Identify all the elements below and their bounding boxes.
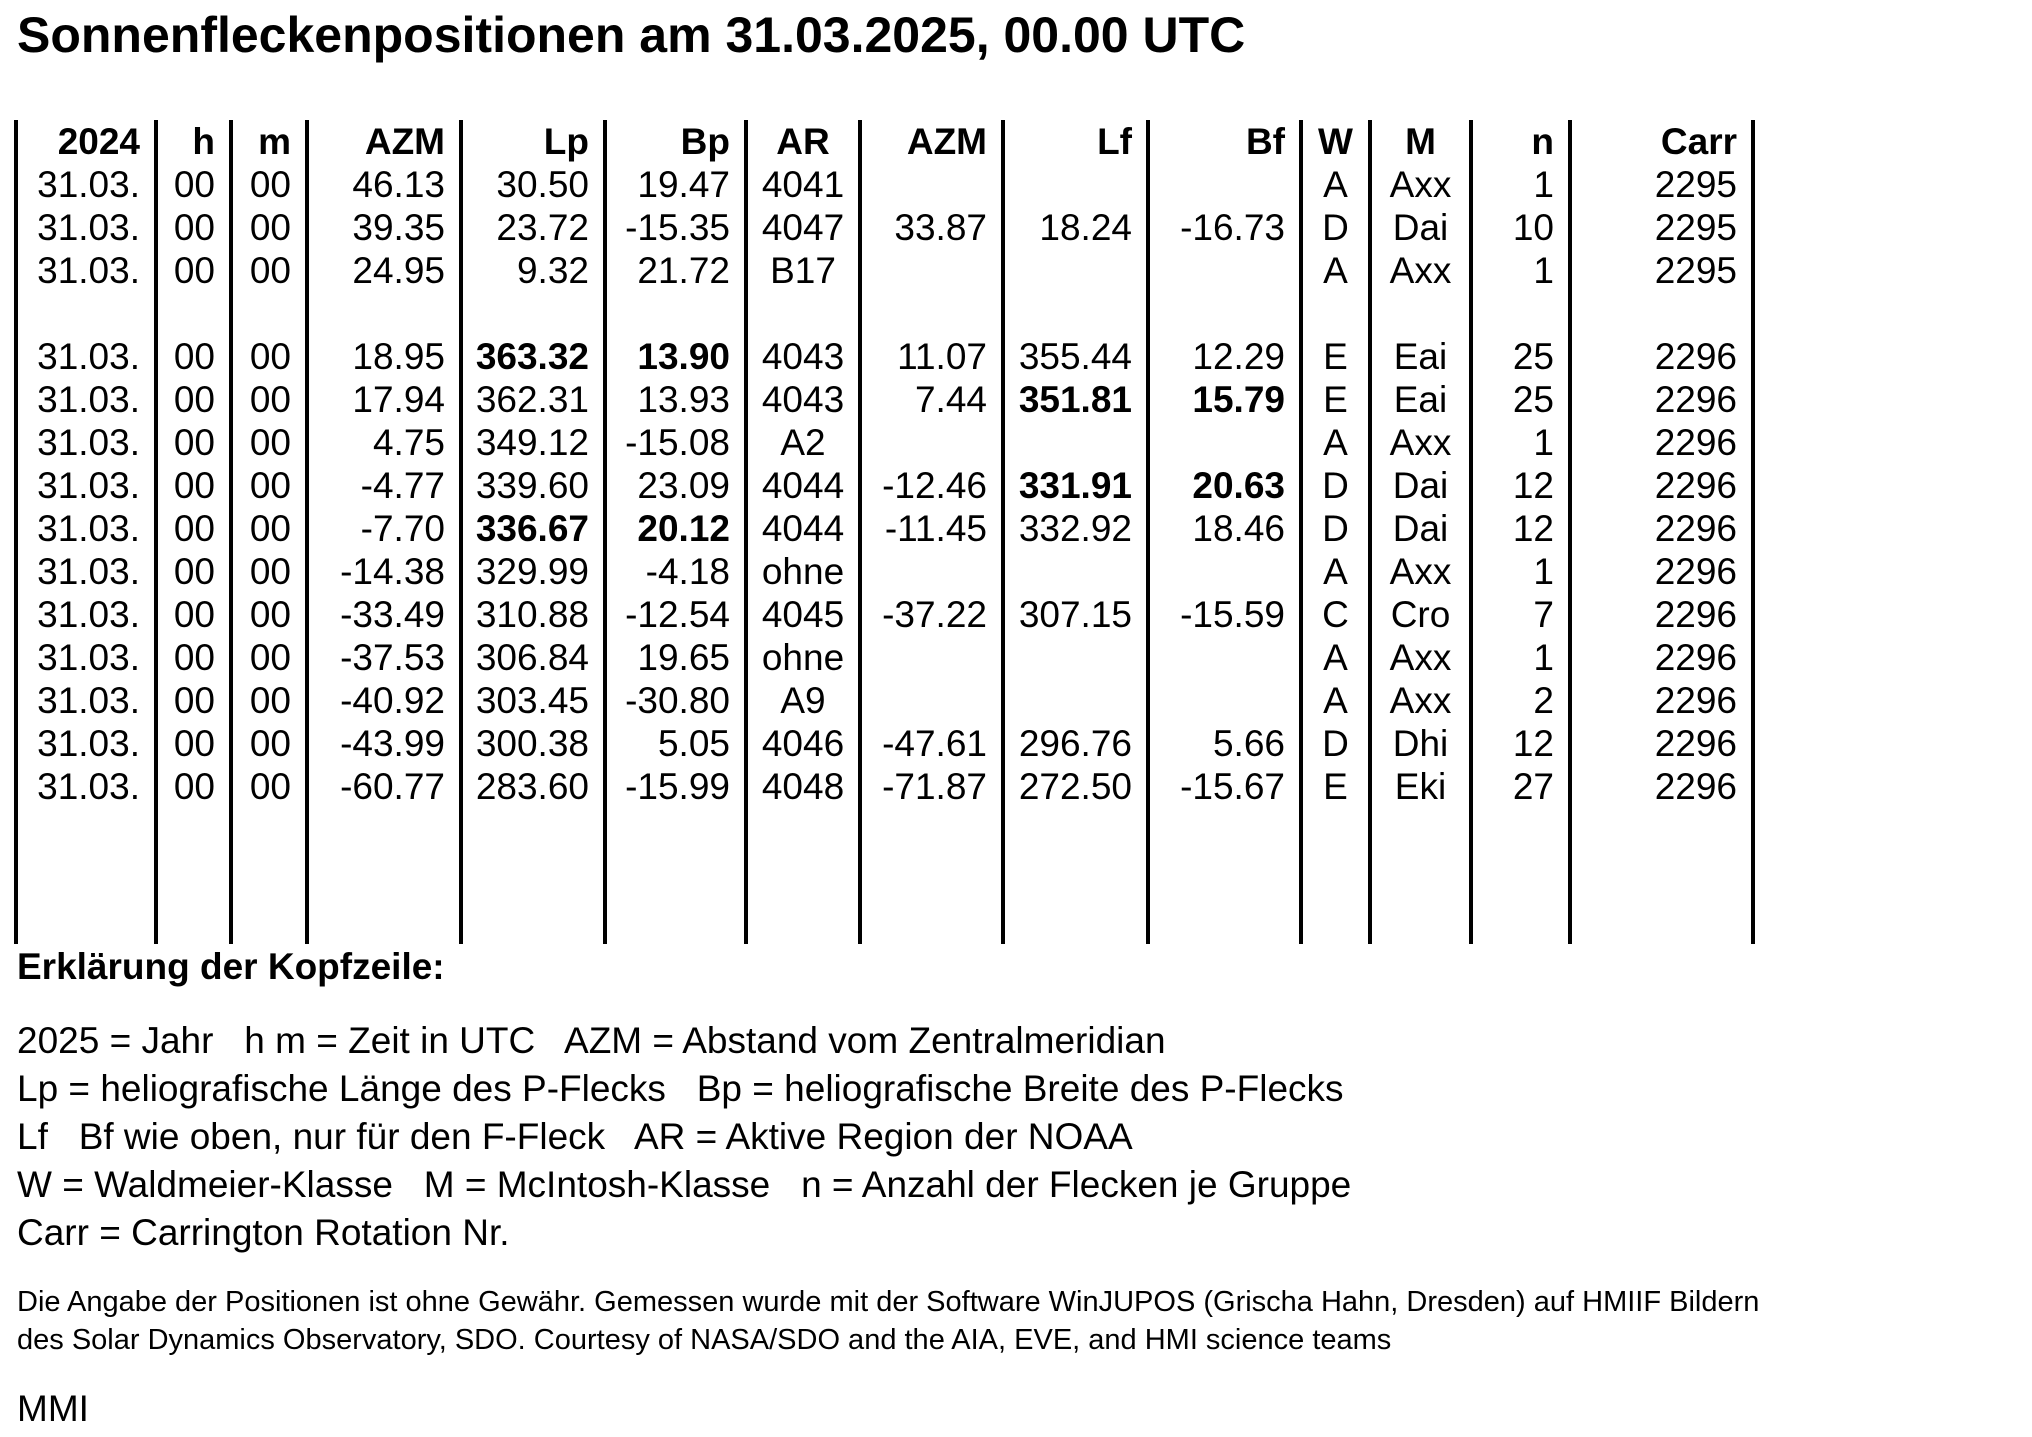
table-cell: 7 — [1533, 594, 1554, 635]
table-cell: 00 — [173, 250, 215, 291]
table-cell: 4.75 — [372, 422, 445, 463]
table-header-cell: AZM — [364, 121, 445, 162]
table-cell: -40.92 — [340, 680, 445, 721]
table-cell: 1 — [1533, 164, 1554, 205]
table-cell: 31.03. — [37, 594, 140, 635]
table-cell — [1150, 249, 1285, 292]
table-cell: 4043 — [761, 379, 845, 420]
table-cell: Cro — [1390, 594, 1451, 635]
disclaimer-line: des Solar Dynamics Observatory, SDO. Courtesy of NASA/SDO and the AIA, EVE, and HMI science teams — [17, 1324, 1392, 1356]
table-cell: 2295 — [1654, 250, 1737, 291]
legend-line: 2025 = Jahr h m = Zeit in UTC AZM = Abstand vom Zentralmeridian — [17, 1020, 1166, 1061]
table-cell: 33.87 — [894, 207, 987, 248]
table-cell: 1 — [1533, 637, 1554, 678]
table-cell: 31.03. — [37, 723, 140, 764]
table-cell: -16.73 — [1180, 207, 1285, 248]
table-cell: 18.46 — [1192, 508, 1285, 549]
table-cell: -11.45 — [884, 508, 987, 549]
table-cell: 18.24 — [1039, 207, 1132, 248]
table-header-cell: m — [258, 121, 291, 162]
table-cell: 13.90 — [637, 336, 730, 377]
table-cell: 10 — [1512, 207, 1554, 248]
table-cell: A — [1323, 422, 1348, 463]
table-header-cell: Carr — [1660, 121, 1737, 162]
table-cell: Eki — [1394, 766, 1447, 807]
table-cell: 5.05 — [657, 723, 730, 764]
table-cell: 2 — [1533, 680, 1554, 721]
table-cell — [1150, 550, 1285, 593]
table-header-cell: M — [1405, 121, 1436, 162]
table-cell: 2296 — [1654, 680, 1737, 721]
table-cell: 1 — [1533, 422, 1554, 463]
table-cell: 00 — [249, 336, 291, 377]
table-cell: 23.09 — [637, 465, 730, 506]
table-cell — [862, 550, 987, 593]
table-cell: ohne — [761, 637, 845, 678]
table-cell: 00 — [249, 508, 291, 549]
table-cell: 20.63 — [1192, 465, 1285, 506]
table-cell: A — [1323, 637, 1348, 678]
table-cell: -15.59 — [1180, 594, 1285, 635]
table-cell: -7.70 — [360, 508, 445, 549]
table-cell: 00 — [249, 250, 291, 291]
table-cell: 7.44 — [914, 379, 987, 420]
table-cell: 310.88 — [475, 594, 589, 635]
table-cell: -60.77 — [340, 766, 445, 807]
table-header-cell: n — [1531, 121, 1554, 162]
table-cell: -43.99 — [340, 723, 445, 764]
table-cell: -47.61 — [882, 723, 987, 764]
table-cell — [1150, 679, 1285, 722]
table-cell: 00 — [249, 422, 291, 463]
table-cell: Axx — [1389, 422, 1452, 463]
table-cell: -4.77 — [360, 465, 445, 506]
table-cell: 21.72 — [637, 250, 730, 291]
table-cell: 296.76 — [1018, 723, 1132, 764]
legend-line: W = Waldmeier-Klasse M = McIntosh-Klasse n = Anzahl der Flecken je Gruppe — [17, 1164, 1352, 1205]
table-cell: 1 — [1533, 250, 1554, 291]
table-cell: 2296 — [1654, 465, 1737, 506]
table-cell — [862, 249, 987, 292]
table-cell: 30.50 — [496, 164, 589, 205]
table-cell: Axx — [1389, 250, 1452, 291]
table-cell: 31.03. — [37, 207, 140, 248]
table-cell: 31.03. — [37, 250, 140, 291]
table-header-cell: W — [1318, 121, 1353, 162]
table-cell: 2296 — [1654, 336, 1737, 377]
table-cell: 2296 — [1654, 723, 1737, 764]
table-cell: 00 — [173, 422, 215, 463]
table-cell: 00 — [173, 336, 215, 377]
table-cell: 1 — [1533, 551, 1554, 592]
table-cell: 2296 — [1654, 379, 1737, 420]
table-header-cell: AR — [776, 121, 830, 162]
table-cell: -12.46 — [882, 465, 987, 506]
table-cell: Axx — [1389, 680, 1452, 721]
table-cell — [862, 163, 987, 206]
page-title: Sonnenfleckenpositionen am 31.03.2025, 00.00 UTC — [17, 7, 1246, 63]
table-cell: 2295 — [1654, 164, 1737, 205]
table-cell: E — [1323, 336, 1348, 377]
table-cell: 31.03. — [37, 766, 140, 807]
disclaimer-line: Die Angabe der Positionen ist ohne Gewähr. Gemessen wurde mit der Software WinJUPOS (Grischa Hahn, Dresden) auf HMIIF Bildern — [17, 1286, 1760, 1318]
table-cell: 4048 — [761, 766, 845, 807]
table-cell: 12.29 — [1192, 336, 1285, 377]
table-cell: 00 — [249, 164, 291, 205]
table-cell: 332.92 — [1018, 508, 1132, 549]
table-cell: 00 — [249, 680, 291, 721]
table-cell: 351.81 — [1018, 379, 1132, 420]
table-cell — [1005, 550, 1132, 593]
table-cell: 4046 — [761, 723, 845, 764]
signature: MMI — [17, 1388, 89, 1429]
table-cell: A9 — [780, 680, 826, 721]
table-cell: 31.03. — [37, 336, 140, 377]
table-cell: 31.03. — [37, 637, 140, 678]
table-cell: 31.03. — [37, 422, 140, 463]
table-cell — [1150, 421, 1285, 464]
sunspot-table — [0, 120, 2032, 944]
table-cell: 4044 — [761, 465, 845, 506]
table-cell: 4043 — [761, 336, 845, 377]
table-cell: -15.35 — [625, 207, 730, 248]
table-cell: Dai — [1392, 207, 1449, 248]
table-cell: D — [1322, 508, 1349, 549]
table-cell: 18.95 — [352, 336, 445, 377]
table-header-cell: Bf — [1245, 121, 1285, 162]
table-cell: 00 — [249, 207, 291, 248]
table-cell: 00 — [173, 766, 215, 807]
table-cell: A — [1323, 680, 1348, 721]
table-header-cell: Bp — [680, 121, 730, 162]
table-cell: C — [1322, 594, 1349, 635]
table-cell: 00 — [173, 379, 215, 420]
table-cell: -33.49 — [340, 594, 445, 635]
table-cell: 11.07 — [897, 336, 987, 377]
table-cell: 00 — [173, 680, 215, 721]
table-cell: 39.35 — [352, 207, 445, 248]
table-cell: 31.03. — [37, 508, 140, 549]
table-cell: E — [1323, 766, 1348, 807]
table-cell: A — [1323, 551, 1348, 592]
table-cell: 31.03. — [37, 680, 140, 721]
table-cell: 31.03. — [37, 465, 140, 506]
table-cell: A2 — [780, 422, 826, 463]
table-cell: 31.03. — [37, 379, 140, 420]
table-cell: 300.38 — [475, 723, 589, 764]
table-header-cell: Lf — [1097, 121, 1132, 162]
table-cell: Dai — [1392, 465, 1449, 506]
table-cell: 349.12 — [475, 422, 589, 463]
table-cell: -15.08 — [625, 422, 730, 463]
table-cell: 355.44 — [1018, 336, 1132, 377]
table-cell: Eai — [1393, 336, 1448, 377]
table-cell: 00 — [173, 164, 215, 205]
table-cell: -15.67 — [1180, 766, 1285, 807]
table-cell: A — [1323, 250, 1348, 291]
table-cell: D — [1322, 207, 1349, 248]
table-cell: 19.47 — [637, 164, 730, 205]
table-cell: 19.65 — [637, 637, 730, 678]
table-cell: 307.15 — [1018, 594, 1132, 635]
table-cell: 12 — [1512, 465, 1554, 506]
table-cell — [1005, 636, 1132, 679]
table-cell: Dai — [1392, 508, 1449, 549]
table-cell: 24.95 — [352, 250, 445, 291]
table-cell: 2296 — [1654, 637, 1737, 678]
table-cell: 2296 — [1654, 766, 1737, 807]
table-cell: 00 — [249, 551, 291, 592]
table-cell: 31.03. — [37, 164, 140, 205]
table-cell: -14.38 — [340, 551, 445, 592]
table-cell — [862, 636, 987, 679]
table-cell: Axx — [1389, 164, 1452, 205]
table-cell: 306.84 — [475, 637, 589, 678]
table-cell: 00 — [173, 594, 215, 635]
table-cell: 25 — [1512, 379, 1554, 420]
table-cell: 46.13 — [352, 164, 445, 205]
table-cell: 00 — [173, 508, 215, 549]
table-cell: ohne — [761, 551, 845, 592]
table-cell: 00 — [173, 551, 215, 592]
table-cell: 331.91 — [1018, 465, 1132, 506]
table-cell: 00 — [173, 637, 215, 678]
legend-line: Lf Bf wie oben, nur für den F-Fleck AR = Aktive Region der NOAA — [17, 1116, 1133, 1157]
table-cell: 15.79 — [1192, 379, 1285, 420]
table-cell: 00 — [249, 465, 291, 506]
table-cell: -37.22 — [882, 594, 987, 635]
table-cell — [1005, 421, 1132, 464]
legend-line: Lp = heliografische Länge des P-Flecks Bp = heliografische Breite des P-Flecks — [17, 1068, 1344, 1109]
table-cell: 27 — [1512, 766, 1554, 807]
table-cell — [1005, 679, 1132, 722]
table-cell: B17 — [770, 250, 836, 291]
table-header-cell: Lp — [543, 121, 589, 162]
table-cell — [862, 679, 987, 722]
legend-line: Carr = Carrington Rotation Nr. — [17, 1212, 510, 1253]
table-cell: A — [1323, 164, 1348, 205]
table-cell: 362.31 — [475, 379, 589, 420]
table-header-cell: AZM — [906, 121, 987, 162]
table-cell: D — [1322, 465, 1349, 506]
table-cell: 00 — [249, 637, 291, 678]
table-cell: Axx — [1389, 637, 1452, 678]
table-cell: 00 — [173, 723, 215, 764]
table-cell: 2296 — [1654, 422, 1737, 463]
table-cell: 20.12 — [637, 508, 730, 549]
table-cell: 363.32 — [475, 336, 589, 377]
table-cell: D — [1322, 723, 1349, 764]
table-cell: 00 — [173, 465, 215, 506]
table-cell: 9.32 — [516, 250, 589, 291]
table-cell: 2296 — [1654, 508, 1737, 549]
table-cell: 339.60 — [475, 465, 589, 506]
table-cell: 12 — [1512, 508, 1554, 549]
table-cell: 272.50 — [1018, 766, 1132, 807]
table-cell: 2295 — [1654, 207, 1737, 248]
table-cell — [1005, 163, 1132, 206]
table-cell: 2296 — [1654, 594, 1737, 635]
table-cell: 336.67 — [475, 508, 589, 549]
table-cell — [1150, 636, 1285, 679]
table-cell: 4045 — [761, 594, 845, 635]
legend-title: Erklärung der Kopfzeile: — [17, 946, 445, 987]
table-cell: 00 — [249, 379, 291, 420]
table-header-cell: 2024 — [57, 121, 140, 162]
table-cell: 4047 — [761, 207, 845, 248]
table-cell: 4041 — [761, 164, 845, 205]
table-cell: 00 — [249, 766, 291, 807]
table-cell: -30.80 — [625, 680, 730, 721]
table-cell: 4044 — [761, 508, 845, 549]
table-cell: -71.87 — [882, 766, 987, 807]
table-cell: 00 — [249, 723, 291, 764]
table-cell: 283.60 — [475, 766, 589, 807]
table-cell: -4.18 — [645, 551, 730, 592]
table-cell: 00 — [173, 207, 215, 248]
table-cell — [862, 421, 987, 464]
table-cell: Axx — [1389, 551, 1452, 592]
table-header-cell: h — [192, 121, 215, 162]
table-cell: 17.94 — [352, 379, 445, 420]
table-cell: 12 — [1512, 723, 1554, 764]
table-cell: 23.72 — [496, 207, 589, 248]
table-column-divider — [1751, 120, 1755, 944]
table-cell: Eai — [1393, 379, 1448, 420]
table-cell: -37.53 — [340, 637, 445, 678]
table-cell: 5.66 — [1212, 723, 1285, 764]
table-cell: 13.93 — [637, 379, 730, 420]
table-cell: 31.03. — [37, 551, 140, 592]
table-cell: Dhi — [1392, 723, 1449, 764]
table-cell: -12.54 — [625, 594, 730, 635]
table-cell: 25 — [1512, 336, 1554, 377]
table-cell: -15.99 — [625, 766, 730, 807]
table-cell: 329.99 — [475, 551, 589, 592]
table-cell: 2296 — [1654, 551, 1737, 592]
table-cell: E — [1323, 379, 1348, 420]
table-cell: 303.45 — [475, 680, 589, 721]
table-cell: 00 — [249, 594, 291, 635]
table-cell — [1150, 163, 1285, 206]
table-cell — [1005, 249, 1132, 292]
